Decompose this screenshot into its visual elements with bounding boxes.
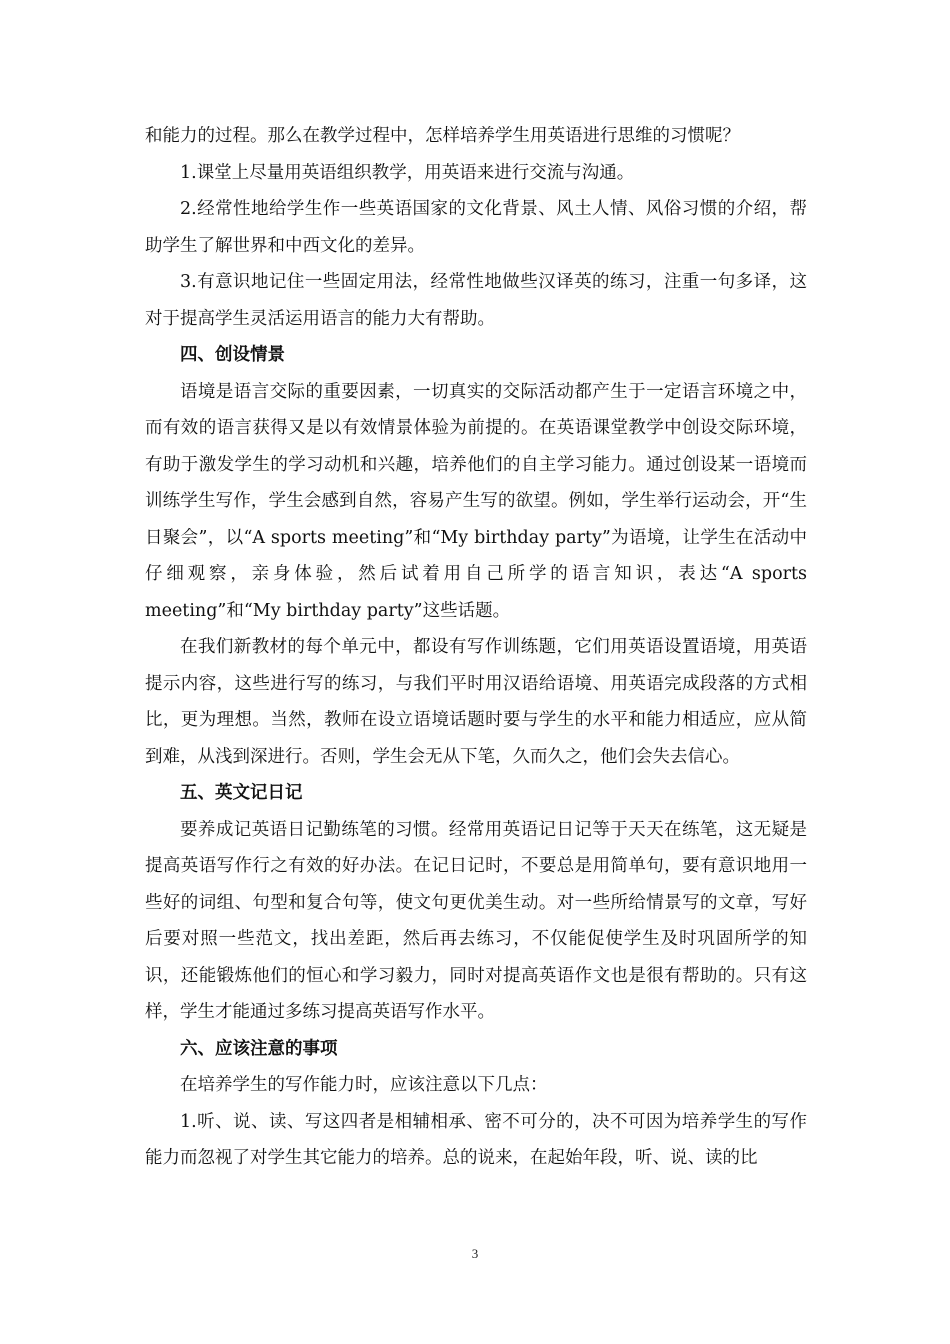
body-paragraph: 在我们新教材的每个单元中，都设有写作训练题，它们用英语设置语境，用英语提示内容，这些进行写的练习，与我们平时用汉语给语境、用英语完成段落的方式相比，更为理想。当然，教师在设立语境话题时要与学生的水平和能力相适应，应从简到难，从浅到深进行。否则，学生会无从下笔，久而久之，他们会失去信心。: [145, 637, 807, 767]
section-heading: 四、创设情景: [180, 345, 285, 365]
section-heading: 五、英文记日记: [180, 783, 303, 803]
body-paragraph: 2.经常性地给学生作一些英语国家的文化背景、风土人情、风俗习惯的介绍，帮助学生了解世界和中西文化的差异。: [145, 199, 807, 256]
body-paragraph: 和能力的过程。那么在教学过程中，怎样培养学生用英语进行思维的习惯呢？: [145, 126, 740, 146]
section-heading: 六、应该注意的事项: [180, 1038, 338, 1059]
document-body: [145, 118, 807, 1177]
body-paragraph: 要养成记英语日记勤练笔的习惯。经常用英语记日记等于天天在练笔，这无疑是提高英语写作行之有效的好办法。在记日记时，不要总是用简单句，要有意识地用一些好的词组、句型和复合句等，使文句更优美生动。对一些所给情景写的文章，写好后要对照一些范文，找出差距，然后再去练习，不仅能促使学生及时巩固所学的知识，还能锻炼他们的恒心和学习毅力，同时对提高英语作文也是很有帮助的。只有这样，学生才能通过多练习提高英语写作水平。: [145, 819, 807, 1022]
body-paragraph: 1.听、说、读、写这四者是相辅相承、密不可分的，决不可因为培养学生的写作能力而忽视了对学生其它能力的培养。总的说来，在起始年段，听、说、读的比: [145, 1111, 807, 1168]
body-paragraph: 在培养学生的写作能力时，应该注意以下几点：: [180, 1075, 548, 1095]
page-number: 3: [471, 1246, 479, 1261]
body-paragraph: 3.有意识地记住一些固定用法，经常性地做些汉译英的练习，注重一句多译，这对于提高学生灵活运用语言的能力大有帮助。: [145, 272, 807, 329]
body-paragraph: 1.课堂上尽量用英语组织教学，用英语来进行交流与沟通。: [180, 162, 635, 183]
body-paragraph: 语境是语言交际的重要因素，一切真实的交际活动都产生于一定语言环境之中，而有效的语言获得又是以有效情景体验为前提的。在英语课堂教学中创设交际环境，有助于激发学生的学习动机和兴趣，培养他们的自主学习能力。通过创设某一语境而训练学生写作，学生会感到自然，容易产生写的欲望。例如，学生举行运动会，开“生日聚会”，以“A sports meeting”和“My birthday party”为语境，让学生在活动中仔细观察，亲身体验，然后试着用自己所学的语言知识，表达“A sports meeting”和“My birthday party”这些话题。: [145, 381, 807, 621]
